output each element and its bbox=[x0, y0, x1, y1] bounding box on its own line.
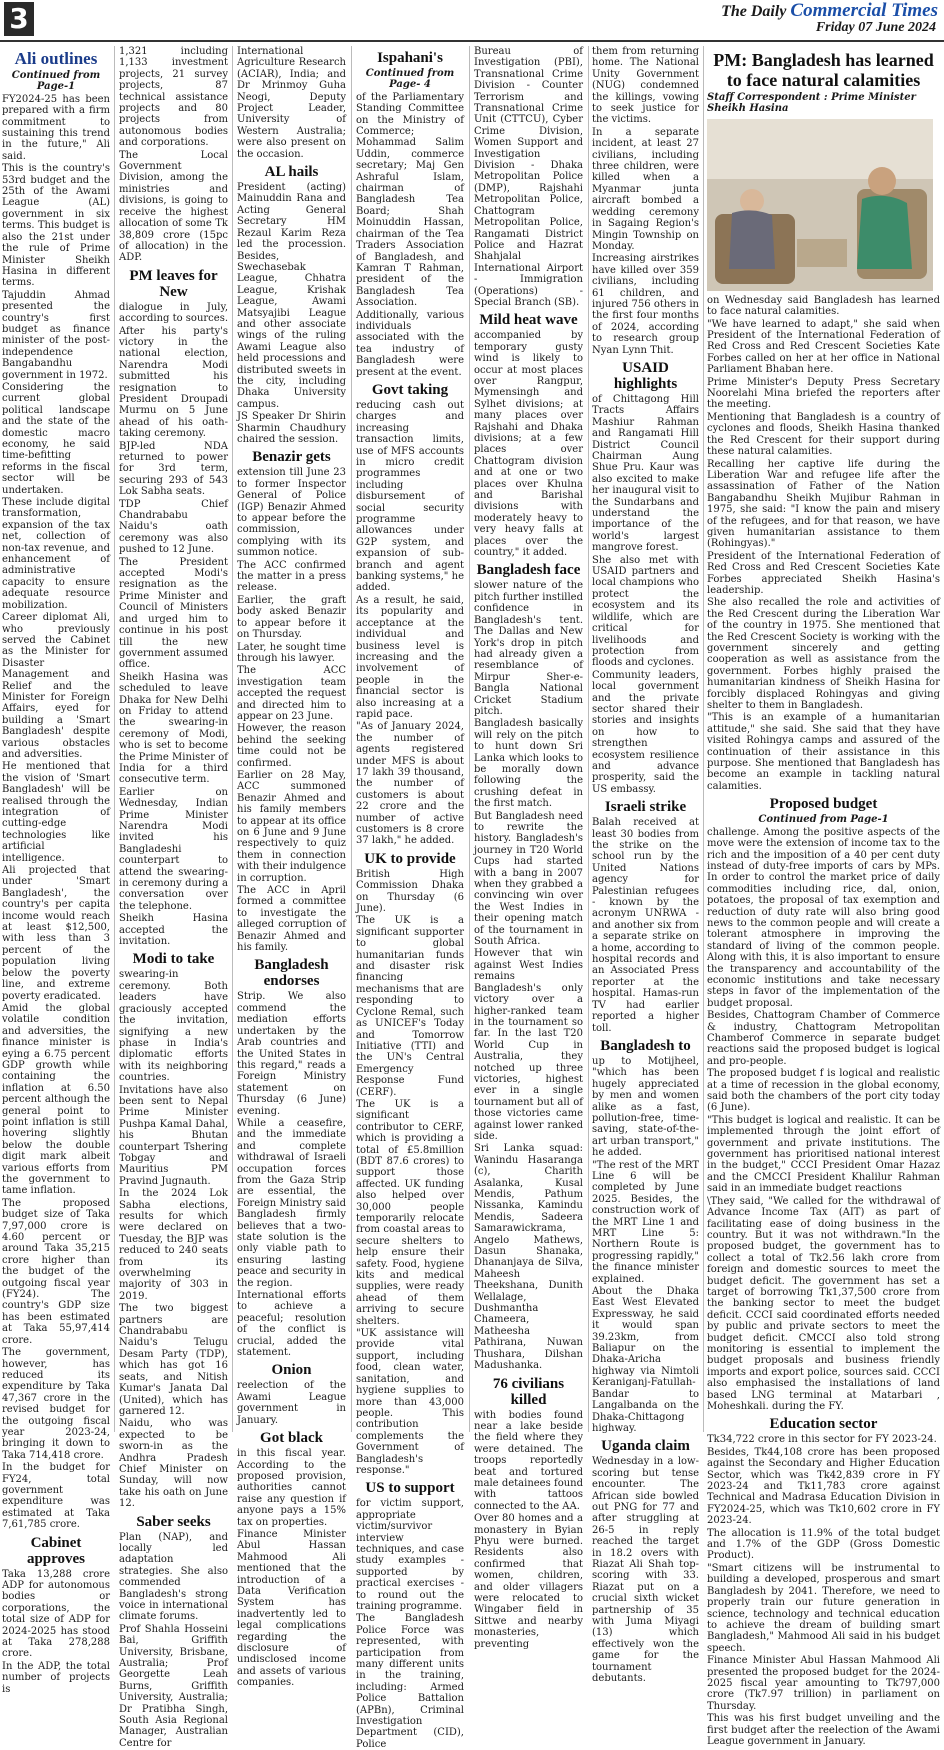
headline: PM: Bangladesh has learned to face natural calamities bbox=[713, 50, 934, 90]
paragraph: "This budget is logical and realistic. It can be implemented through the joint effort of government and private institutions. The government has prioritised national interest in the budget," CCCI President Omar Hazaz and the CMCCI President Khalilur Rahman said in an immediate budget reactions bbox=[707, 1114, 940, 1195]
paragraph: The government, however, has reduced its expenditure by Taka 47,367 crore in the revised budget for the outgoing fiscal year 2023-24, bringing it down to Taka 714,418 crore. bbox=[2, 1347, 110, 1461]
paragraph: TDP Chief Chandrababu Naidu's oath ceremony was also pushed to 12 June. bbox=[119, 498, 228, 556]
column-3 bbox=[237, 46, 346, 1689]
paragraph: Tajuddin Ahmad presented the country's first budget as finance minister of the post-independence Bangabandhu government in 1972. bbox=[2, 289, 110, 381]
paragraph: BJP-led NDA returned to power for 3rd term, securing 293 of 543 Lok Sabha seats. bbox=[119, 440, 228, 498]
headline: Bangladesh to bbox=[600, 1037, 691, 1054]
news-photo bbox=[707, 119, 933, 291]
paragraph: up to Motijheel, "which has been hugely appreciated by men and women alike as a fast, pollution-free, time-saving, state-of-the-art urban transport," he added. bbox=[592, 1055, 699, 1159]
paper-prefix: The Daily bbox=[721, 3, 787, 20]
paragraph: "Smart citizens will be instrumental to building a developed, prosperous and smart Bangladesh by 2041. Therefore, we need to properly train our future generation in science, technology and technical education to achieve the dream of building smart Bangladesh," Mahmood Ali said in his budget speech. bbox=[707, 1562, 940, 1654]
paragraph: The two biggest partners are Chandrababu Naidu's Telugu Desam Party (TDP), which has got 16 seats, and Nitish Kumar's Janata Dal (United), which has garnered 12. bbox=[119, 1303, 228, 1417]
paragraph: on Wednesday said Bangladesh has learned to face natural calamities. bbox=[707, 294, 940, 318]
paragraph: In the budget for FY24, total government expenditure was estimated at Taka 7,61,785 crore. bbox=[2, 1462, 110, 1531]
paragraph: She also recalled the role and activities of the Red Crescent during the Liberation War of the country in 1975. She mentioned that the Red Crescent Society is working with the government sincerely and getting cooperation as well as assistance from the government. Forbes highly praised the humanitarian kindness of Sheikh Hasina for forcibly displaced Rohingyas and giving shelter to them in Bangladesh. bbox=[707, 597, 940, 712]
paragraph: The proposed budget f is logical and realistic at a time of recession in the global economy, said both the chambers of the port city today (6 June). bbox=[707, 1068, 940, 1114]
column-6 bbox=[592, 46, 699, 1685]
paragraph: Recalling her captive life during the Liberation War and refugee life after the assassination of Father of the Nation Bangabandhu Sheikh Mujibur Rahman in 1975, she said: "I know the pain and misery of the refugees, and for that reason, we have given humanitarian assistance to them (Rohingyas)." bbox=[707, 458, 940, 550]
paragraph: Ali projected that under 'Smart Bangladesh', the country's per capita income would reach at least $12,500, with less than 3 percent of the population living below the poverty line, and extreme poverty eradicated. bbox=[2, 865, 110, 1002]
column-rule bbox=[351, 46, 352, 1432]
paragraph: The UK is a significant supporter to global humanitarian funds and disaster risk financing mechanisms that are responding to Cyclone Remal, such as UNICEF's Today and Tomorrow Initiative (TTI) and the UN's Central Emergency Response Fund (CERF). bbox=[356, 915, 464, 1098]
paragraph: Amid the global volatile condition and adversities, the finance minister is eying a 6.75 percent GDP growth while containing the inflation at 6.50 percent although the general point to point inflation is still hovering slightly below the double digit mark albeit various efforts from the government to tame inflation. bbox=[2, 1002, 110, 1197]
headline: Proposed budget bbox=[769, 796, 878, 813]
paragraph: The ACC confirmed the matter in a press release. bbox=[237, 559, 346, 594]
headline: Education sector bbox=[769, 1416, 878, 1433]
column-rule bbox=[232, 46, 233, 1432]
paragraph: Wednesday in a low-scoring but tense encounter. The African side bowled out PNG for 77 and after struggling at 26-5 in reply reached the target in 18.2 overs with Riazat Ali Shah top-scoring with 33. Riazat put on a crucial sixth wicket partnership of 35 with Juma Miyagi (13) which effectively won the game for the tournament debutants. bbox=[592, 1456, 699, 1685]
paragraph: Sheikh Hasina accepted the invitation. bbox=[119, 913, 228, 948]
headline: Uganda claim bbox=[601, 1438, 690, 1455]
continued-note: Continued from Page-1 bbox=[758, 814, 889, 826]
paragraph: dialogue in July, according to sources. bbox=[119, 301, 229, 325]
paragraph: Besides, Tk44,108 crore has been proposed against the Secondary and Higher Education Sector, which was Tk42,839 crore in FY 2023-24 and Tk11,783 crore against Technical and Madrasa Education Division in FY2024-25, which was Tk10,602 crore in FY 2023-24. bbox=[707, 1446, 940, 1527]
paragraph: them from returning home. The National Unity Government (NUG) condemned the killings, vowing to seek justice for the victims. bbox=[592, 46, 699, 126]
paragraph: The UK is a significant contributor to CERF, which is providing a total of £5.8million (BDT 87.6 crores) to support those affected. UK funding also helped over 30,000 people temporarily relocate from coastal areas to secure shelters to help ensure their safety. Food, hygiene kits and medical supplies, were ready ahead of them arriving to secure shelters. bbox=[356, 1098, 464, 1327]
paragraph: But Bangladesh need to rewrite the history. Bangladesh's journey in T20 World Cups had started with a bang in 2007 when they grabbed a convincing win over the West Indies in their opening match of the tournament in South Africa. bbox=[474, 810, 583, 948]
paragraph: In a separate incident, at least 27 civilians, including three children, were killed when a Myanmar junta aircraft bombed a wedding ceremony in Sagaing Region's Mingin Township on Monday. bbox=[592, 126, 699, 252]
paragraph: Tk34,722 crore in this sector for FY 2023-24. bbox=[707, 1434, 937, 1446]
page-number: 3 bbox=[4, 2, 34, 36]
paragraph: Sri Lanka squad: Wanindu Hasaranga (c), Charith Asalanka, Kusal Mendis, Pathum Nissanka, Kamindu Mendis, Sadeera Samarawickrama, Angelo Mathews, Dasun Shanaka, Dhananjaya de Silva, Maheesh Theekshana, Dunith Wellalage, Dushmantha Chameera, Matheesha Pathirana, Nuwan Thushara, Dilshan Madushanka. bbox=[474, 1143, 583, 1372]
column-5 bbox=[474, 46, 583, 1650]
headline: Bangladesh face bbox=[476, 562, 581, 579]
paragraph: "As of January 2024, the number of agents registered under MFS is about 17 lakh 39 thousand, the number of customers is about 22 crore and the number of active customers is 8 crore 37 lakh," he added. bbox=[356, 721, 464, 847]
paragraph: Bangladesh basically will rely on the pitch to hunt down Sri Lanka which looks to be morally down following the crushing defeat in the first match. bbox=[474, 718, 583, 810]
paragraph: Prof Shahla Hosseini Bai, Griffith University, Brisbane, Australia; Prof Georgette Leah Burns, Griffith University, Australia; Dr Pratibha Singh, South Asia Regional Manager, Australian Centre for bbox=[119, 1623, 228, 1749]
column-rule bbox=[588, 46, 589, 1432]
headline: Modi to take bbox=[132, 951, 215, 968]
paragraph: About the Dhaka East West Elevated Expressway, he said it would span 39.23km, from Baliapur on the Dhaka-Aricha highway via Nimtoli Keraniganj-Fatullah-Bandar to Langalbanda on the Dhaka-Chittagong highway. bbox=[592, 1286, 699, 1434]
paragraph: extension till June 23 to former Inspector General of Police (IGP) Benazir Ahmed to appear before the commission, complying with its summon notice. bbox=[237, 467, 346, 559]
column-1 bbox=[2, 46, 110, 1695]
headline: Mild heat wave bbox=[479, 312, 578, 329]
paragraph: As a result, he said, its popularity and acceptance at the individual and business level is increasing and the involvement of people in the financial sector is also increasing at a rapid pace. bbox=[356, 594, 464, 720]
paper-title: Commercial Times bbox=[790, 0, 938, 21]
column-rule bbox=[703, 46, 704, 1432]
paragraph: The Local Government Division, among the ministries and divisions, is going to receive the highest allocation of some Tk 38,809 crore (15pc of allocation) in the ADP. bbox=[119, 149, 228, 264]
paragraph: "This is an example of a humanitarian attitude," she said. She said that they have visited Rohingya camps and assured of the continuation of their assistance in this purpose. She mentioned that Bangladesh has become an example in tackling natural calamities. bbox=[707, 712, 940, 792]
paragraph: Besides, Chattogram Chamber of Commerce & industry, Chattogram Metropolitan Chamberof Commerce in separate budget reactions said the proposed budget is logical and pro-people. bbox=[707, 1010, 940, 1067]
paragraph: of Chittagong Hill Tracts Affairs Mashiur Rahman and Rangamati Hill District Council Chairman Aung Shue Pru. Kaur was also excited to make her inaugural visit to the Sundarbans and understand the importance of the world's largest mangrove forest. bbox=[592, 393, 699, 554]
paragraph: These include digital transformation, expansion of the tax net, collection of non-tax revenue, and enhancement of administrative capacity to ensure adequate resource mobilization. bbox=[2, 497, 110, 611]
paragraph: FY2024-25 has been prepared with a firm commitment to sustaining this trend in the future," Ali said. bbox=[2, 93, 110, 162]
paragraph: This was his first budget unveiling and the first budget after the reelection of the Awami League government in January. bbox=[707, 1713, 940, 1747]
paragraph: In the ADP, the total number of projects is bbox=[2, 1660, 110, 1695]
headline: Israeli strike bbox=[604, 799, 687, 816]
paragraph: Bureau of Investigation (PBI), Transnational Crime Division - Counter Terrorism and Transnational Crime Unit (CTTCU), Cyber Crime Division, Women Support and Investigation Division - Dhaka Metropolitan Police (DMP), Rajshahi Metropolitan Police, Chattogram Metropolitan Police, Rangamati District Police and Hazrat Shahjalal International Airport - Immigration (Operations) - Special Branch (SB). bbox=[474, 46, 583, 308]
masthead bbox=[0, 0, 944, 42]
paragraph: However, the reason behind the seeking time could not be confirmed. bbox=[237, 723, 346, 769]
paragraph: Community leaders, local government and the private sector shared their stories and insights on how to strengthen ecosystem resilience and advance prosperity, said the US embassy. bbox=[592, 669, 699, 795]
paragraph: Over 80 homes and a monastery in Byian Phyu were burned. Residents also confirmed that women, children, and older villagers were relocated to Wingaber field in Sittwe and nearby monasteries, preventing bbox=[474, 1513, 583, 1650]
paragraph: President of the International Federation of Red Cross and Red Crescent Societies Kate Forbes appreciated Sheikh Hasina's leadership. bbox=[707, 550, 940, 596]
paragraph: \They said, "We called for the withdrawal of Advance Income Tax (AIT) as part of facilitating ease of doing business in the country. But it was not withdrawn."In the proposed budget, the government has to collect a total of Tk2.56 lakh crore from foreign and domestic sources to meet the budget deficit. The government has set a target of borrowing Tk1,37,500 crore from the banking sector to meet the budget deficit. CCCI said coordinated efforts needed by public and private sectors to meet the budget deficit. CMCCI also told strong monitoring is essential to implement the budget proposals and business friendly imports and export police, sources said. CCCI also emphasised the installations of land based LNG terminal at Matarbari , Moheshkali. during the FY. bbox=[707, 1195, 941, 1412]
paragraph: reducing cash out charges and increasing transaction limits, use of MFS accounts in micro credit programmes including disbursement of social security programme allowances under G2P system, and expansion of sub-branch and agent banking systems," he added. bbox=[356, 399, 464, 594]
column-2 bbox=[119, 46, 229, 1749]
paragraph: reelection of the Awami League government in January. bbox=[237, 1380, 346, 1426]
paper-name bbox=[721, 0, 938, 22]
paragraph: The ACC investigation team accepted the request and directed him to appear on 23 June. bbox=[237, 665, 346, 722]
paragraph: The Bangladesh Police Force was represented, with participation from many different units in the training, including: Armed Police Battalion (APBn), Criminal Investigation Department (CID), Police bbox=[356, 1613, 464, 1750]
byline: Staff Correspondent : Prime Minister Sheikh Hasina bbox=[707, 92, 916, 115]
column-rule bbox=[114, 46, 115, 1432]
paragraph: In the 2024 Lok Sabha elections, results for which were declared on Tuesday, the BJP was reduced to 240 seats from its overwhelming majority of 303 in 2019. bbox=[119, 1188, 228, 1302]
headline: Cabinet approves bbox=[26, 1534, 86, 1567]
headline: Onion bbox=[271, 1362, 312, 1379]
meeting-photo-illustration bbox=[707, 119, 933, 291]
column-7 bbox=[707, 46, 941, 1747]
headline: USAID highlights bbox=[613, 359, 678, 392]
column-rule bbox=[469, 46, 470, 1432]
paragraph: Earlier on 28 May, ACC summoned Benazir Ahmed and his family members to appear at its office on 6 June and 9 June respectively to quiz them in connection with their indulgence in corruption. bbox=[237, 769, 346, 884]
paragraph: While a ceasefire, and the immediate and complete withdrawal of Israeli occupation forces from the Gaza Strip are essential, the Foreign Ministry said Bangladesh firmly believes that a two-state solution is the only viable path to ensuring lasting peace and security in the region. bbox=[237, 1117, 346, 1289]
paragraph: Naidu, who was expected to be sworn-in as the Andhra Pradesh Chief Minister on Sunday, will now take his oath on June 12. bbox=[119, 1418, 228, 1510]
paragraph: Later, he sought time through his lawyer. bbox=[237, 641, 346, 664]
paragraph: in this fiscal year. According to the proposed provision, authorities cannot raise any question if anyone pays a 15% tax on properties. bbox=[237, 1448, 346, 1528]
paragraph: International Agriculture Research (ACIAR), India; and Dr Mrinmoy Guha Neogi, Deputy Project Leader, University of Western Australia; were also present on the occasion. bbox=[237, 46, 346, 160]
paragraph: swearing-in ceremony. Both leaders have graciously accepted the invitation, signifying a new phase in India's diplomatic efforts with its neighboring countries. bbox=[119, 969, 228, 1084]
paragraph: Balah received at least 30 bodies from the strike on the school run by the United Nations agency for Palestinian refugees - known by the acronym UNRWA - and another six from a separate strike on a home, according to hospital records and an Associated Press reporter at the hospital. Hamas-run TV had earlier reported a higher toll. bbox=[592, 817, 699, 1034]
paragraph: However that win against West Indies remains Bangladesh's only victory over a higher-ranked team in the tournament so far. In the last T20 World Cup in Australia, they notched up three victories, highest ever in a single tournament but all of those victories came against lower ranked side. bbox=[474, 948, 583, 1142]
paragraph: International efforts to achieve a peaceful; resolution of the conflict is crucial, added the statement. bbox=[237, 1290, 346, 1359]
paragraph: This is the country's 53rd budget and the 25th of the Awami League (AL) government in six terms. This budget is also the 21st under the rule of Prime Minister Sheikh Hasina in different terms. bbox=[2, 163, 110, 289]
paragraph: Earlier on Wednesday, Indian Prime Minister Narendra Modi invited his Bangladeshi counterpart to attend the swearing-in ceremony during a conversation over the telephone. bbox=[119, 786, 228, 912]
headline: AL hails bbox=[264, 164, 319, 181]
paragraph: Earlier, the graft body asked Benazir to appear before it on Thursday. bbox=[237, 594, 346, 641]
paragraph: with bodies found near a lake beside the field where they were detained. The troops reportedly beat and tortured male detainees found with tattoos connected to the AA. bbox=[474, 1409, 583, 1512]
paragraph: She also met with USAID partners and local champions who protect the ecosystem and its wildlife, which are critical for livelihoods and protection from floods and cyclones. bbox=[592, 554, 699, 669]
paragraph: "We have learned to adapt," she said when President of the International Federation of Red Cross and Red Crescent Societies Kate Forbes called on her at her office in National Parliament Bhaban here. bbox=[707, 318, 940, 376]
paragraph: The proposed budget size of Taka 7,97,000 crore is 4.60 percent or around Taka 35,215 crore higher than the budget of the outgoing fiscal year (FY24). The country's GDP size has been estimated at Taka 55,97,414 crore. bbox=[2, 1197, 110, 1346]
paragraph: Finance Minister Abul Hassan Mahmood Ali mentioned that the introduction of a Data Verification System has inadvertently led to legal complications regarding the disclosure of undisclosed income and assets of various companies. bbox=[237, 1528, 346, 1689]
paragraph: for victim support, appropriate victim/survivor interview techniques, and case study examples - supported by practical exercises - to round out the training programme. bbox=[356, 1498, 464, 1612]
paragraph: Career diplomat Ali, who previously served the Cabinet as the Minister for Disaster Management and Relief and the Minister for Foreign Affairs, eyed for building a 'Smart Bangladesh' despite various obstacles and adversities. bbox=[2, 612, 110, 760]
headline: US to support bbox=[365, 1480, 455, 1497]
paragraph: 1,321 including 1,133 investment projects, 21 survey projects, 87 technical assistance projects and 80 projects from autonomous bodies and corporations. bbox=[119, 46, 228, 149]
paragraph: The President accepted Modi's resignation as the Prime Minister and Council of Ministers and urged him to continue in his post till the new government assumed office. bbox=[119, 556, 228, 671]
paragraph: He mentioned that the vision of 'Smart Bangladesh' will be realised through the integration of cutting-edge technologies like artificial intelligence. bbox=[2, 761, 110, 864]
column-4 bbox=[356, 46, 464, 1750]
continued-note: Continued from Page-1 bbox=[11, 70, 101, 93]
paragraph: Invitations have also been sent to Nepal Prime Minister Pushpa Kamal Dahal, his Bhutan counterpart Tshering Tobgay and Mauritius PM Pravind Jugnauth. bbox=[119, 1084, 228, 1187]
paragraph: President (acting) Mainuddin Rana and Acting General Secretary HM Rezaul Karim Reza led the procession. Besides, Swechasebak League, Chhatra League, Krishak League, Awami Matsyajibi League and other associate wings of the ruling Awami League also held processions and distributed sweets in the city, including Dhaka University campus. bbox=[237, 182, 346, 410]
paragraph: Taka 13,288 crore ADP for autonomous bodies or corporations, the total size of ADP for 2024-2025 has stood at Taka 278,288 crore. bbox=[2, 1568, 110, 1660]
paragraph: "UK assistance will provide vital support, including food, clean water, sanitation, and hygiene supplies to more than 43,000 people. This contribution complements the Government of Bangladesh's response." bbox=[356, 1328, 464, 1476]
paragraph: slower nature of the pitch further instilled confidence in Bangladesh's tent. The Dallas and New York's drop in pitch had already given a resemblance of Mirpur Sher-e-Bangla National Cricket Stadium pitch. bbox=[474, 580, 583, 717]
paragraph: The ACC in April formed a committee to investigate the alleged corruption of Benazir Ahmed and his family. bbox=[237, 885, 346, 954]
paragraph: The allocation is 11.9% of the total budget and 1.7% of the GDP (Gross Domestic Product). bbox=[707, 1527, 940, 1562]
paragraph: JS Speaker Dr Shirin Sharmin Chaudhury chaired the session. bbox=[237, 411, 346, 445]
headline: Saber seeks bbox=[136, 1513, 211, 1530]
issue-date: Friday 07 June 2024 bbox=[815, 20, 936, 35]
headline: Bangladesh endorses bbox=[254, 957, 329, 990]
paragraph: Finance Minister Abul Hassan Mahmood Ali presented the proposed budget for the 2024-2025 fiscal year amounting to Tk797,000 crore (Tk7.97 trillion) in parliament on Thursday. bbox=[707, 1655, 940, 1712]
paragraph: Additionally, various individuals associated with the tea industry of Bangladesh were present at the event. bbox=[356, 309, 464, 378]
headline: UK to provide bbox=[364, 850, 456, 867]
headline: PM leaves for New bbox=[129, 267, 218, 300]
paragraph: British High Commission Dhaka on Thursday (6 June). bbox=[356, 868, 464, 915]
headline: Ali outlines bbox=[14, 49, 98, 68]
paragraph: "The rest of the MRT Line 6 will be completed by June 2025. Besides, the construction work of the MRT Line 1 and MRT Line 5: Northern Route is progressing rapidly," the finance minister explained. bbox=[592, 1159, 699, 1285]
paragraph: Mentioning that Bangladesh is a country of cyclones and floods, Sheikh Hasina thanked the Red Crescent for their support during these natural calamities. bbox=[707, 411, 940, 458]
paragraph: of the Parliamentary Standing Committee on the Ministry of Commerce; Mohammad Salim Uddin, commerce secretary; Maj Gen Ashraful Islam, chairman of Bangladesh Tea Board; Shah Moinuddin Hassan, chairman of the Tea Traders Association of Bangladesh, and Kamran T Rahman, president of the Bangladesh Tea Association. bbox=[356, 91, 464, 309]
paragraph: Considering the current global political landscape and the state of the domestic macro economy, he said time-befitting reforms in the fiscal sector will be undertaken. bbox=[2, 381, 110, 496]
headline: Got black bbox=[260, 1430, 323, 1447]
headline: Benazir gets bbox=[252, 449, 331, 466]
paragraph: challenge. Among the positive aspects of the move were the extension of income tax to the rich and the imposition of a 40 per cent duty instead of duty-free imports of cars by MPs. In order to control the market price of daily commodities including rice, dal, onion, potatoes, the proposal of tax exemption and reduction of duty rate will also bring good news to the common people and will create a tolerant atmosphere in improving the standard of living of the common people. Along with this, it is also important to ensure the transparency and accountability of the economic institutions and take necessary steps in favor of the implementation of the budget proposal. bbox=[707, 826, 940, 1009]
headline: Govt taking bbox=[371, 381, 449, 398]
paragraph: accompanied by temporary gusty wind is likely to occur at most places over Rangpur, Mymensingh and Sylhet divisions; at many places over Rajshahi and Dhaka divisions; at a few places over Chattogram division and at one or two places over Khulna and Barishal divisions with moderately heavy to very heavy falls at places over the country," it added. bbox=[474, 330, 583, 559]
paragraph: Plan (NAP), and locally led adaptation strategies. She also commended Bangladesh's strong voice in international climate forums. bbox=[119, 1531, 228, 1623]
headline: Ispahani's bbox=[377, 50, 443, 66]
headline: 76 civilians killed bbox=[492, 1375, 565, 1408]
paragraph: Sheikh Hasina was scheduled to leave Dhaka for New Delhi on Friday to attend the swearing-in ceremony of Modi, who is set to become the Prime Minister of India for a third consecutive term. bbox=[119, 671, 228, 786]
paragraph: Strip. We also commend the mediation efforts undertaken by the Arab countries and the United States in this regard," reads a Foreign Ministry statement on Thursday (6 June) evening. bbox=[237, 991, 346, 1117]
paragraph: Increasing airstrikes have killed over 359 civilians, including 61 children, and injured 756 others in the first four months of 2024, according to research group Nyan Lynn Thit. bbox=[592, 253, 699, 356]
paragraph: After his party's victory in the national election, Narendra Modi submitted his resignation to President Droupadi Murmu on 5 June ahead of his oath-taking ceremony. bbox=[119, 325, 228, 440]
continued-note: Continued from Page- 4 bbox=[365, 68, 455, 91]
paragraph: Prime Minister's Deputy Press Secretary Noorelahi Mina briefed the reporters after the meeting. bbox=[707, 376, 940, 411]
